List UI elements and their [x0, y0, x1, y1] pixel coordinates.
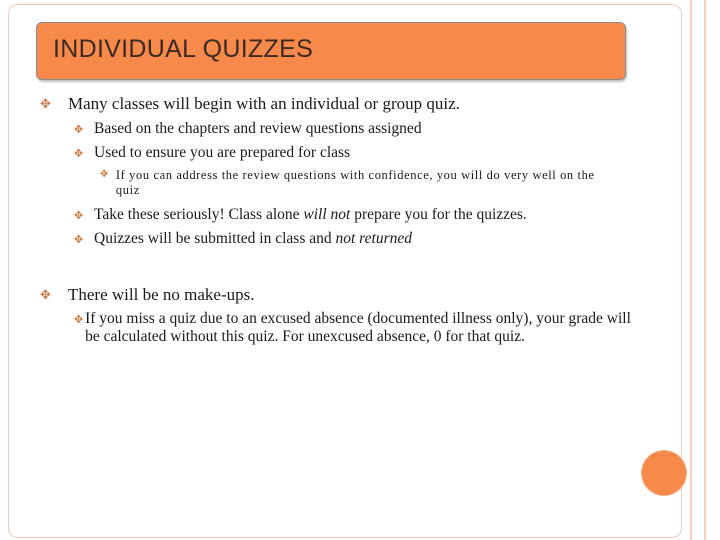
bullet-level-2: [74, 310, 634, 346]
right-decorative-rule-outer: [704, 0, 706, 540]
slide-frame: [8, 4, 682, 538]
bullet-text: Based on the chapters and review questions assigned: [94, 120, 422, 137]
leaf-bullet-icon: ✥: [40, 288, 51, 303]
leaf-bullet-icon: ✥: [74, 233, 84, 246]
bullet-text: Used to ensure you are prepared for class: [94, 144, 351, 161]
bullet-text: If you can address the review questions with confidence, you will do very well on the quiz: [115, 168, 595, 197]
slide-title: INDIVIDUAL QUIZZES: [53, 35, 314, 63]
leaf-bullet-icon: ✥: [40, 97, 51, 112]
bullet-level-2: [74, 120, 634, 138]
bullet-level-1: [40, 285, 640, 305]
bullet-text: If you miss a quiz due to an excused absence (documented illness only), your grade will be calculated without this quiz. For unexcused absence, 0 for that quiz.: [85, 310, 631, 345]
bullet-level-3: [100, 168, 620, 198]
bullet-level-2: [74, 206, 634, 224]
leaf-bullet-icon: ✥: [74, 147, 84, 160]
bullet-level-2: [74, 230, 634, 248]
title-bar: [36, 22, 626, 80]
leaf-bullet-icon: ✥: [74, 209, 84, 222]
bullet-text: Many classes will begin with an individual or group quiz.: [68, 94, 460, 113]
bullet-level-1: [40, 94, 640, 114]
bullet-text: Take these seriously! Class alone will not prepare you for the quizzes.: [94, 206, 527, 223]
bullet-text: Quizzes will be submitted in class and not returned: [94, 230, 412, 247]
bullet-text: There will be no make-ups.: [68, 285, 255, 304]
bullet-level-2: [74, 144, 634, 162]
leaf-bullet-icon: ✥: [74, 313, 84, 326]
leaf-bullet-icon: ✥: [74, 123, 84, 136]
decorative-circle: [642, 451, 686, 495]
leaf-bullet-icon: ✥: [100, 169, 109, 180]
right-decorative-rule: [690, 0, 692, 540]
